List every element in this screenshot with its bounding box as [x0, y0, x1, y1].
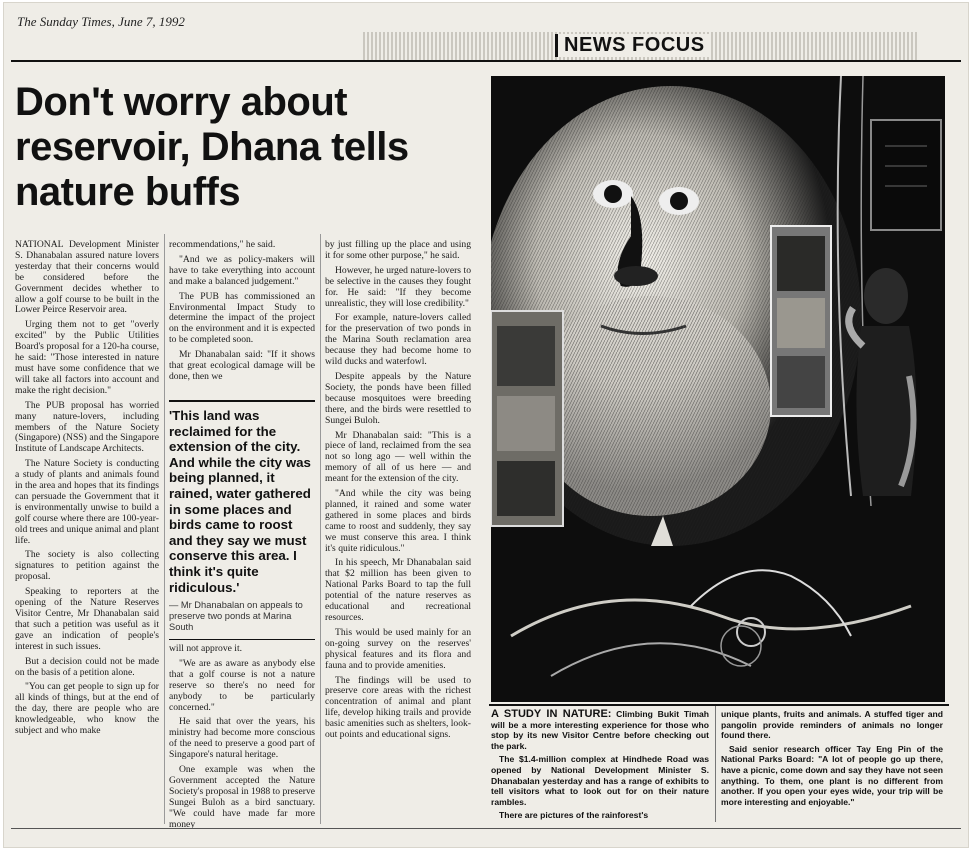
- paragraph: Mr Dhanabalan said: "This is a piece of land, reclaimed from the sea not so long ago — well within the memory of all of us here — and meant for the extension of the city.: [325, 429, 471, 485]
- paragraph: "We are as aware as anybody else that a golf course is not a nature reserve so there's no need for anybody to be particularly concerned.": [169, 657, 315, 713]
- paragraph: But a decision could not be made on the basis of a petition alone.: [15, 655, 159, 678]
- newspaper-clipping: [3, 2, 969, 848]
- paragraph: The PUB proposal has worried many nature-lovers, including members of the Nature Society (Singapore) (NSS) and the Singapore Institute of Landscape Architects.: [15, 399, 159, 455]
- news-photo: [491, 76, 945, 702]
- caption-divider: [715, 706, 716, 822]
- paragraph: NATIONAL Development Minister S. Dhanabalan assured nature lovers yesterday that their concerns would be considered before the Government decides whether to allow a golf course to be built in the Lower Peirce Reservoir area.: [15, 239, 159, 316]
- column-divider: [164, 234, 165, 824]
- top-rule: [11, 60, 961, 62]
- paragraph: recommendations," he said.: [169, 239, 276, 250]
- caption-paragraph: unique plants, fruits and animals. A stuffed tiger and pangolin provide reminders of animals no longer found there.: [721, 709, 943, 741]
- caption-text: Climbing Bukit Timah will be a more interesting experience for those who stop by its new Visitor Centre before checking out the park.: [491, 709, 709, 751]
- visitor-head: [864, 268, 908, 324]
- paragraph: The Nature Society is conducting a study of plants and animals found in the area and hopes that its findings can persuade the Government that it is environmentally unwise to build a golf course where there are 100-year-old trees and unique animal and plant life.: [15, 458, 159, 546]
- section-label: NEWS FOCUS: [555, 34, 711, 57]
- article-column-2-bottom: [169, 644, 315, 835]
- paragraph: Urging them not to get "overly excited" by the Public Utilities Board's proposal for a 120-ha course, he said: "Those interested in nature must have some confidence that we will take all factors into account and make the right decision.": [15, 319, 159, 396]
- paragraph: by just filling up the place and using it for some other purpose," he said.: [325, 239, 471, 261]
- caption-paragraph: Said senior research officer Tay Eng Pin of the National Parks Board: "A lot of people go up there, have a picnic, come down and say they have not seen anything. To them, one plant is no different from another. If you open your eyes wide, your trip will be more interesting and enjoyable.": [721, 743, 943, 807]
- paragraph: He said that over the years, his ministry had become more conscious of the need to preserve a good part of Singapore's natural heritage.: [169, 716, 315, 761]
- paragraph: One example was when the Government accepted the Nature Society's proposal in 1988 to preserve Sungei Buloh as a bird sanctuary. "We could have made far more money: [169, 764, 315, 830]
- paragraph: The PUB has commissioned an Environmental Impact Study to determine the impact of the project on the environment and it is expected to be completed soon.: [169, 290, 315, 346]
- paragraph: This would be used mainly for an on-going survey on the reserves' physical features and its flora and fauna and to provide amenities.: [325, 626, 471, 671]
- paragraph: The findings will be used to preserve core areas with the richest concentration of animal and plant life, develop hiking trails and provide basic amenities such as shelters, look-out points and educational signs.: [325, 674, 472, 741]
- caption-rule: [489, 704, 949, 706]
- paragraph: Mr Dhanabalan said: "If it shows that great ecological damage will be done, then we: [169, 349, 315, 382]
- caption-paragraph: The $1.4-million complex at Hindhede Road was opened by National Development Minister S. Dhanabalan yesterday and has a range of exhibits to tell visitors what to look out for on their nature rambles.: [491, 754, 709, 807]
- paragraph: "And we as policy-makers will have to take everything into account and make a balanced judgement.": [169, 253, 315, 287]
- paragraph: For example, nature-lovers called for the preservation of two ponds in the Marina South reclamation area because they had become home to wild ducks and waterfowl.: [325, 312, 471, 368]
- paragraph: The society is also collecting signatures to petition against the proposal.: [15, 549, 159, 583]
- paragraph: "And while the city was being planned, it rained and some water gathered in some places and birds came to roost and suddenly, they say we must conserve this area. I think it's quite ridiculous.": [325, 488, 471, 554]
- wall-screen: [871, 120, 941, 230]
- caption-title: A STUDY IN NATURE:: [491, 708, 612, 720]
- caption-paragraph: [491, 709, 709, 751]
- article-column-1: [15, 240, 159, 741]
- column-divider: [320, 234, 321, 824]
- pull-quote: [169, 400, 315, 640]
- headline: Don't worry about reservoir, Dhana tells nature buffs: [15, 80, 409, 214]
- pull-quote-attribution: — Mr Dhanabalan on appeals to preserve two ponds at Marina South: [169, 600, 315, 640]
- paragraph: Despite appeals by the Nature Society, the ponds have been filled because mosquitoes were breeding there, and the birds were resettled to Sungei Buloh.: [325, 370, 471, 426]
- article-column-2-top: [169, 240, 315, 387]
- paragraph: However, he urged nature-lovers to be selective in the causes they fought for. He said: "If they become unrealistic, they will lose credibility.": [325, 264, 471, 309]
- dateline: The Sunday Times, June 7, 1992: [17, 14, 185, 29]
- caption-paragraph: There are pictures of the rainforest's: [499, 810, 649, 821]
- paragraph: "You can get people to sign up for all kinds of things, but at the end of the day, there are people who are knowledgeable, who know the subject and who make: [15, 681, 159, 737]
- paragraph: will not approve it.: [169, 643, 243, 654]
- photo-caption-right: [721, 709, 943, 810]
- visitor-centre-photo: [491, 76, 945, 702]
- pull-quote-text: 'This land was reclaimed for the extension of the city. And while the city was being planned, it rained, water gathered in some places and birds came to roost and they say we must conserve this area. I think it's quite ridiculous.': [169, 408, 311, 595]
- bottom-rule: [11, 828, 961, 829]
- paragraph: In his speech, Mr Dhanabalan said that $2 million has been given to National Parks Board to tap the full potential of the nature reserves as educational and recreational resources.: [325, 557, 471, 623]
- photo-caption-left: [491, 709, 709, 824]
- paragraph: Speaking to reporters at the opening of the Nature Reserves Visitor Centre, Mr Dhanabalan said that such a petition was useful as it gave an indication of people's interest in such issues.: [15, 586, 159, 652]
- article-column-3: [325, 240, 471, 745]
